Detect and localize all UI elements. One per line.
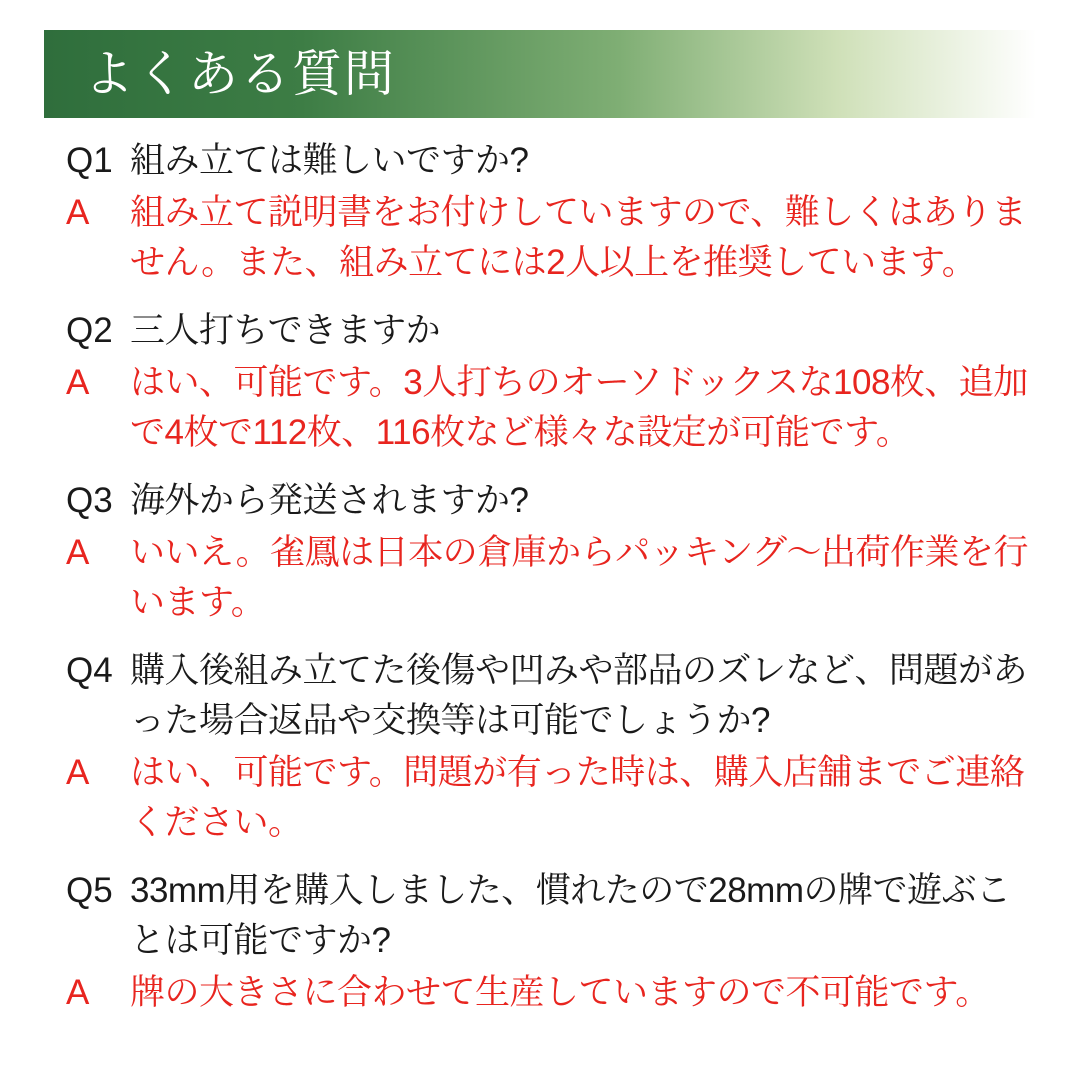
answer-text: 組み立て説明書をお付けしていますので、難しくはありません。また、組み立てには2人以上を推奨しています。 [130, 193, 1027, 282]
question-text: 三人打ちできますか [130, 311, 441, 350]
faq-list [44, 136, 1044, 1024]
question-label: Q4 [66, 651, 113, 690]
question-text: 組み立ては難しいですか? [130, 141, 529, 180]
faq-item [44, 476, 1044, 628]
faq-question-row [44, 646, 1044, 746]
faq-question-row [44, 866, 1044, 966]
faq-question-row [44, 306, 1044, 356]
faq-item [44, 866, 1044, 1018]
spacer [44, 294, 1044, 306]
answer-label: A [66, 363, 90, 402]
answer-text: はい、可能です。3人打ちのオーソドックスな108枚、追加で4枚で112枚、116枚など様々な設定が可能です。 [130, 363, 1028, 452]
faq-answer-row [44, 528, 1044, 628]
page-title: よくある質問 [84, 46, 396, 102]
question-label: Q1 [66, 141, 113, 180]
faq-answer-row [44, 748, 1044, 848]
spacer [44, 854, 1044, 866]
answer-text: いいえ。雀鳳は日本の倉庫からパッキング〜出荷作業を行います。 [130, 533, 1029, 622]
faq-answer-row [44, 968, 1044, 1018]
faq-answer-row [44, 188, 1044, 288]
answer-label: A [66, 533, 90, 572]
faq-question-row [44, 136, 1044, 186]
question-label: Q2 [66, 311, 113, 350]
answer-label: A [66, 193, 90, 232]
answer-text: 牌の大きさに合わせて生産していますので不可能です。 [130, 973, 990, 1012]
question-text: 購入後組み立てた後傷や凹みや部品のズレなど、問題があった場合返品や交換等は可能でしょうか? [130, 651, 1028, 740]
question-label: Q3 [66, 481, 113, 520]
page-header-banner [44, 30, 1036, 118]
faq-item [44, 646, 1044, 848]
spacer [44, 634, 1044, 646]
question-text: 海外から発送されますか? [130, 481, 529, 520]
question-text: 33mm用を購入しました、慣れたので28mmの牌で遊ぶことは可能ですか? [130, 871, 1011, 960]
spacer [44, 464, 1044, 476]
answer-text: はい、可能です。問題が有った時は、購入店舗までご連絡ください。 [130, 753, 1025, 842]
faq-answer-row [44, 358, 1044, 458]
question-label: Q5 [66, 871, 113, 910]
answer-label: A [66, 753, 90, 792]
faq-question-row [44, 476, 1044, 526]
faq-item [44, 136, 1044, 288]
faq-item [44, 306, 1044, 458]
answer-label: A [66, 973, 90, 1012]
